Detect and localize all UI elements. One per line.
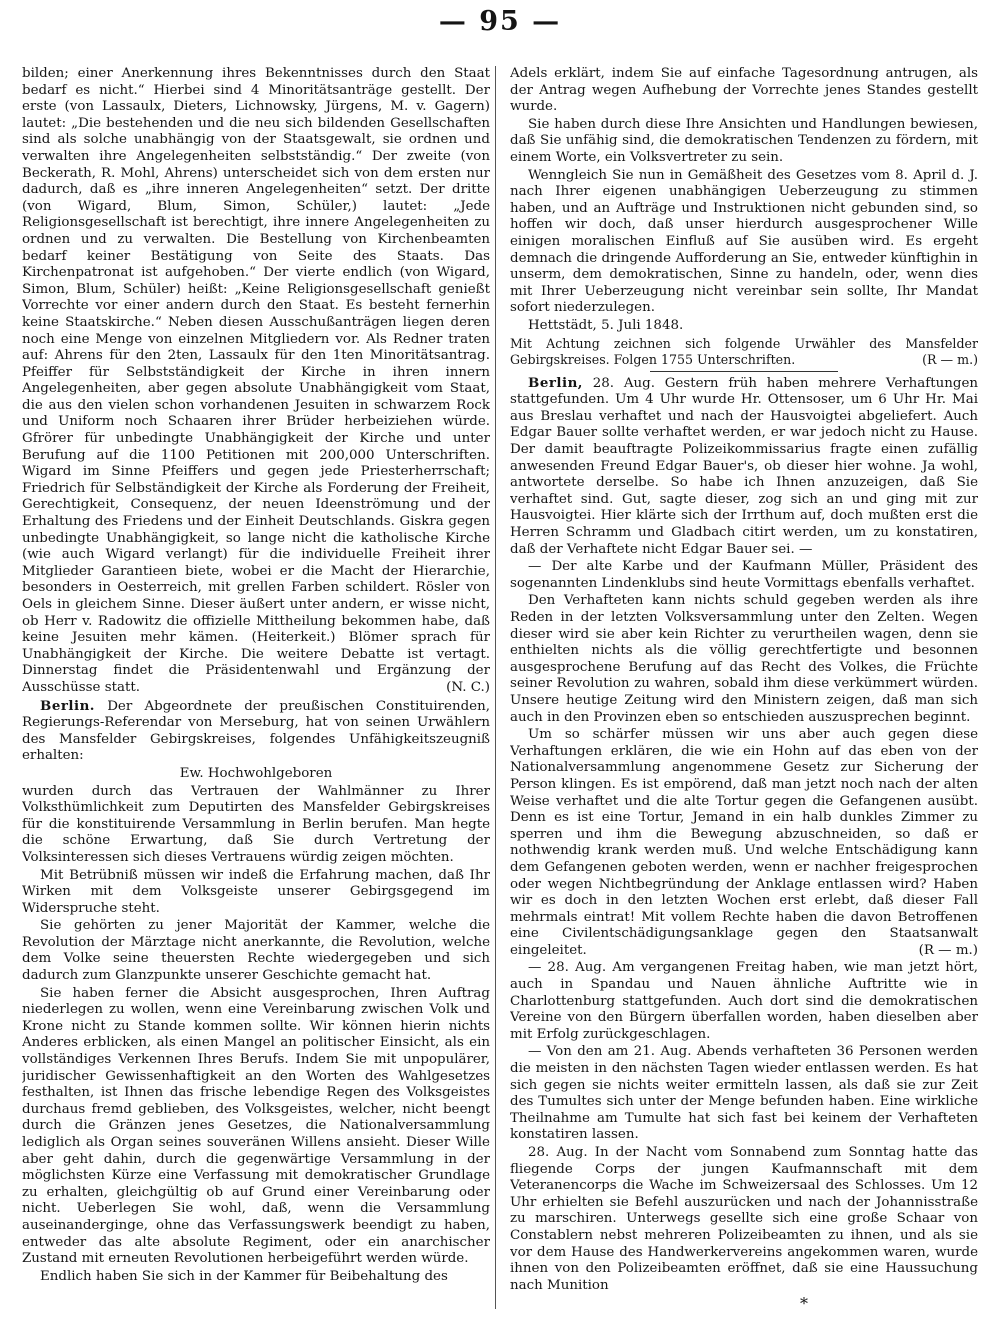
source-tag: (R — m.) [922,352,978,368]
column-divider [495,66,496,1309]
paragraph: — Von den am 21. Aug. Abends verhafteten 36 Personen werden die meisten in den nächsten Tagen wieder entlassen werden. Es hat sich gegen sie nichts weiter ermitteln lassen, als daß sie zur Zeit des Tumultes sich unter der Menge befunden haben. Eine wirkliche Theilnahme am Tumulte hat sich fast bei keinem der Verhafteten konstatiren lassen. [510,1044,978,1143]
paragraph: 28. Aug. In der Nacht vom Sonnabend zum Sonntag hatte das fliegende Corps der jungen Kaufmannschaft mit dem Veteranencorps die Wache im Schweizersaal des Schlosses. Um 12 Uhr erhielten sie Befehl auszurücken und nach der Johannisstraße zu marschiren. Unterwegs gesellte sich eine große Schaar von Constablern nebst mehreren Polizeibeamten zu ihnen, und als sie vor dem Hause des Handwerkervereins angekommen waren, wurde ihnen von den Polizeibeamten eröffnet, daß sie eine Haussuchung nach Munition [510,1145,978,1293]
paragraph: wurden durch das Vertrauen der Wahlmänner zu Ihrer Volksthümlichkeit zum Deputirten des Mansfelder Gebirgskreises für die konstituirende Versammlung in Berlin berufen. Man hegte die schöne Erwartung, daß Sie durch Vertretung der Volksinteressen sich dieses Vertrauens würdig zeigen möchten. [22,783,490,865]
paragraph-text: 28. Aug. Gestern früh haben mehrere Verhaftungen stattgefunden. Um 4 Uhr wurde Hr. Ottensoser, um 6 Uhr Hr. Mai aus Breslau verhaftet und nach der Hausvoigtei abgeliefert. Auch Edgar Bauer sollte verhaftet werden, er war jedoch nicht zu Hause. Der damit beauftragte Polizeikommissarius fragte einen zufällig anwesenden Freund Edgar Bauer's, ob dieser hier wohne. Ja wohl, antwortete derselbe. So habe ich Ihnen anzuzeigen, daß Sie verhaftet sind. Gut, sagte dieser, zog sich an und ging mit zur Hausvoigtei. Hier klärte sich der Irrthum auf, doch mußten erst die Herren Schramm und Gladbach citirt werden, um zu konstatiren, daß der Verhaftete nicht Edgar Bauer sei. — [510,375,978,557]
paragraph [510,375,978,559]
paragraph: Sie gehörten zu jener Majorität der Kammer, welche die Revolution der Märztage nicht anerkannte, die Revolution, welche dem Volke seine theuersten Rechte wiedergegeben und sich dadurch zum Glanzpunkte unserer Geschichte gemacht hat. [22,918,490,984]
paragraph: Mit Betrübniß müssen wir indeß die Erfahrung machen, daß Ihr Wirken mit dem Volksgeiste unserer Gebirgsgegend im Widerspruche steht. [22,867,490,916]
source-tag: (R — m.) [918,942,978,958]
source-tag: (N. C.) [446,679,490,695]
paragraph: Den Verhafteten kann nichts schuld gegeben werden als ihre Reden in der letzten Volksversammlung unter den Zelten. Wegen dieser wird sie aber kein Richter zu verurtheilen wagen, denn sie enthielten nichts als die völlig gerechtfertigte und besonnen ausgesprochene Berufung auf das Recht des Volkes, die Früchte seiner Revolution zu wahren, sobald ihm diese verkümmert würden. Unsere heutige Zeitung wird den Ministern zeigen, daß man sich auch in den Provinzen eben so entschieden auszusprechen beginnt. [510,593,978,725]
paragraph: Wenngleich Sie nun in Gemäßheit des Gesetzes vom 8. April d. J. nach Ihrer eigenen unabhängigen Ueberzeugung zu stimmen haben, und an Aufträge und Instruktionen nicht gebunden sind, so hoffen wir doch, daß unser hierdurch ausgesprochener Wille einigen moralischen Einfluß auf Sie ausüben wird. Es ergeht demnach die dringende Aufforderung an Sie, entweder künftighin in unserm, dem demokratischen, Sinne zu handeln, oder, wenn dies mit Ihrer Ueberzeugung nicht vereinbar sein sollte, Ihr Mandat sofort niederzulegen. [510,167,978,316]
salutation: Ew. Hochwohlgeboren [179,765,333,781]
paragraph: — Der alte Karbe und der Kaufmann Müller, Präsident des sogenannten Lindenklubs sind heute Vormittags ebenfalls verhaftet. [510,559,978,591]
paragraph-text: bilden; einer Anerkennung ihres Bekenntnisses durch den Staat bedarf es nicht.“ Hierbei sind 4 Minoritätsanträge gestellt. Der erste (von Lassaulx, Dieters, Lichnowsky, Jürgens, M. v. Gagern) lautet: „Die bestehenden und die neu sich bildenden Gesellschaften sind als solche unabhängig von der Staatsgewalt, sie ordnen und verwalten ihre Angelegenheiten selbstständig.“ Der zweite (von Beckerath, R. Mohl, Ahrens) unterscheidet sich von dem ersten nur dadurch, daß es „ihre inneren Angelegenheiten“ setzt. Der dritte (von Wigard, Blum, Simon, Schüler,) lautet: „Jede Religionsgesellschaft ist berechtigt, ihre innere Angelegenheiten zu ordnen und zu verwalten. Die Bestellung von Kirchenbeamten bedarf keiner Bestätigung von Seite des Staats. Das Kirchenpatronat ist aufgehoben.“ Der vierte endlich (von Wigard, Simon, Blum, Schüler) heißt: „Keine Religionsgesellschaft genießt Vorrechte vor einer andern durch den Staat. Es besteht fernerhin keine Staatskirche.“ Neben diesen Ausschußanträgen liegen deren noch eine Menge von einzelnen Mitgliedern vor. Als Redner traten auf: Ahrens für den 2ten, Lassaulx für den 1ten Minoritätsantrag. Pfeiffer für Selbstständigkeit der Kirche in ihren innern Angelegenheiten, aber gegen absolute Unabhängigkeit vom Staat, die aus den vielen schon vorhandenen Jesuiten in schwarzem Rock und Uniform noch Schaaren ihrer Brüder herbeiziehen würde. Gfrörer für unbedingte Unabhängigkeit der Kirche und unter Berufung auf die 1100 Petitionen mit 200,000 Unterschriften. Wigard im Sinne Pfeiffers und gegen jede Priesterherrschaft; Friedrich für Selbständigkeit der Kirche als Forderung der Freiheit, Gerechtigkeit, Consequenz, der neuen Ideenströmung und der Erhaltung des Friedens und der Einheit Deutschlands. Giskra gegen unbedingte Unabhängigkeit, so lange nicht die katholische Kirche (wie auch Wigard verlangt) für die individuelle Freiheit ihrer Mitglieder Garantieen biete, wobei er die Macht der Hierarchie, besonders in Oesterreich, mit grellen Farben schildert. Rösler von Oels in gleichem Sinne. Dieser äußert unter andern, er wisse nicht, ob Herr v. Radowitz die offizielle Mittheilung bekommen habe, daß keine Jesuiten mehr kämen. (Heiterkeit.) Blömer sprach für Unabhängigkeit der Kirche. Die weitere Debatte ist vertagt. Dinnerstag findet die Präsidentenwahl und Ergänzung der Ausschüsse statt. [22,66,490,695]
signature [510,336,978,369]
right-column [510,66,978,1311]
paragraph-text: Um so schärfer müssen wir uns aber auch gegen diese Verhaftungen erklären, die wie ein Hohn auf das eben von der Nationalversammlung angenommene Gesetz zur Sicherung der Person klingen. Es ist empörend, daß man jetzt noch nach der alten Weise verhaftet und die alte Tortur gegen die Gefangenen ausübt. Denn es ist eine Tortur, Jemand in ein halb dunkles Zimmer zu sperren und ihm die Bewegung abzuschneiden, so daß er nothwendig krank werden muß. Und welche Entschädigung kann dem Gefangenen geboten werden, wenn er nachher freigesprochen oder wegen Nichtbegründung der Anklage entlassen wird? Haben wir es doch in den letzten Wochen erst erlebt, daß dieser Fall mehrmals eintrat! Mit vollem Rechte haben die davon Betroffenen eine Civilentschädigungsanklage gegen den Staatsanwalt eingeleitet. [510,727,978,958]
paragraph: Adels erklärt, indem Sie auf einfache Tagesordnung antrugen, als der Antrag wegen Aufhebung der Vorrechte jenes Standes gestellt wurde. [510,66,978,115]
left-column [22,66,490,1311]
signature-text: Mit Achtung zeichnen sich folgende Urwähler des Mansfelder Gebirgskreises. Folgen 1755 Unterschriften. [510,335,978,368]
paragraph: Endlich haben Sie sich in der Kammer für Beibehaltung des [40,1268,448,1284]
dateline: Berlin, [528,374,583,391]
separator-rule [650,371,837,372]
page-number: — 95 — [438,6,562,37]
footer-mark: * [800,1294,808,1313]
paragraph [22,698,490,765]
paragraph-text: Der Abgeordnete der preußischen Constituirenden, Regierungs-Referendar von Merseburg, hat von seinen Urwählern des Mansfelder Gebirgskreises, folgendes Unfähigkeitszeugniß erhalten: [22,698,490,764]
paragraph: Sie haben durch diese Ihre Ansichten und Handlungen bewiesen, daß Sie unfähig sind, die demokratischen Tendenzen zu fördern, mit einem Worte, ein Volksvertreter zu sein. [510,116,978,165]
paragraph: Sie haben ferner die Absicht ausgesprochen, Ihren Auftrag niederlegen zu wollen, wenn eine Vereinbarung zwischen Volk und Krone nicht zu Stande kommen sollte. Wir können hierin nichts Anderes erblicken, als einen Mangel an politischer Einsicht, als ein vollständiges Verkennen Ihres Berufs. Indem Sie mit unpopulärer, juridischer Gewissenhaftigkeit an den Worten des Wahlgesetzes festhalten, ist Ihnen das frische lebendige Regen des Volksgeistes durchaus fremd geblieben, des Volksgeistes, welcher, nicht beengt durch die Gränzen jenes Gesetzes, die Nationalversammlung lediglich als Organ seines souveränen Willens ansieht. Dieser Wille aber geht dahin, durch die gegenwärtige Versammlung in der möglichsten Kürze eine Verfassung mit demokratischer Grundlage zu erhalten, gleichgültig ob auf Grund einer Vereinbarung oder nicht. Ueberlegen Sie wohl, daß, wenn die Versammlung auseinanderginge, ohne das Verfassungswerk beendigt zu haben, entweder das alte absolute Regiment, oder ein anarchischer Zustand mit erneuten Revolutionen herbeigeführt werden würde. [22,985,490,1267]
dateline: Berlin. [40,697,95,714]
paragraph [510,727,978,959]
paragraph: — 28. Aug. Am vergangenen Freitag haben, wie man jetzt hört, auch in Spandau und Nauen ähnliche Auftritte wie in Charlottenburg stattgefunden. Auch dort sind die demokratischen Vereine von den Bürgern überfallen worden, haben dieselben aber mit Erfolg zurückgeschlagen. [510,960,978,1042]
place-date: Hettstädt, 5. Juli 1848. [528,317,684,333]
paragraph [22,66,490,697]
